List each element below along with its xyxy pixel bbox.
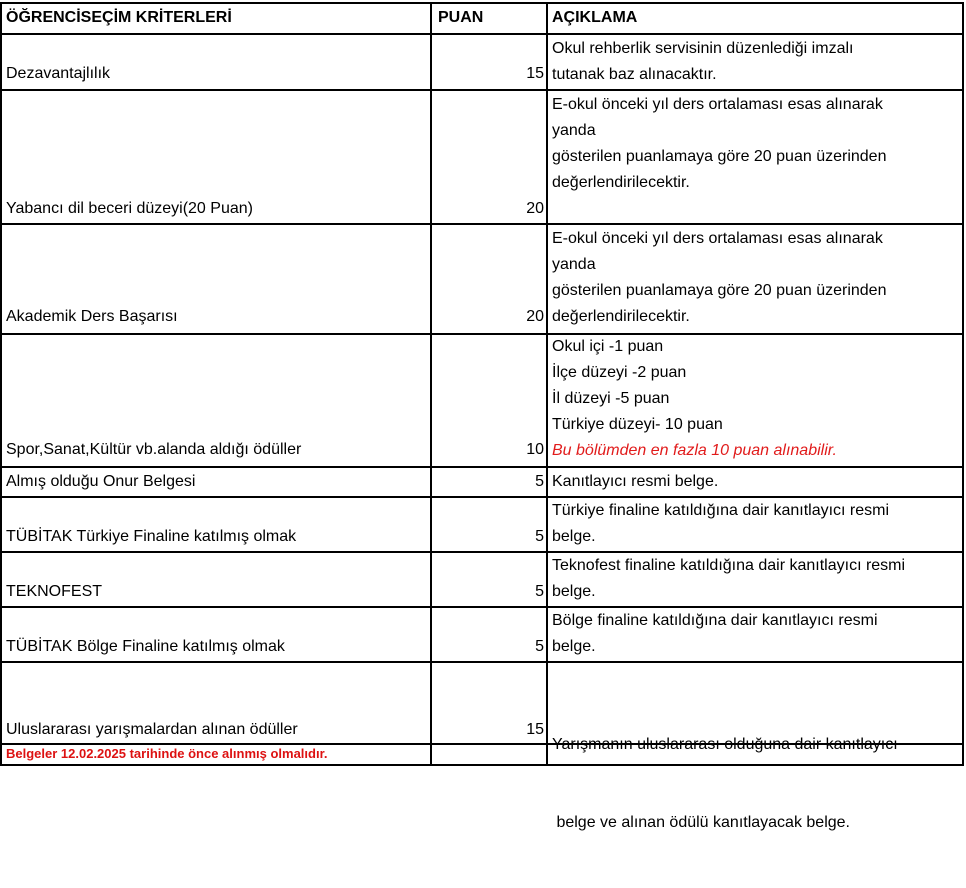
points-cell: 5 bbox=[535, 583, 544, 600]
criterion-cell: Yabancı dil beceri düzeyi(20 Puan) bbox=[6, 200, 253, 217]
header-criteria: ÖĞRENCİSEÇİM KRİTERLERİ bbox=[6, 9, 232, 26]
description-line: Okul içi -1 puan bbox=[552, 338, 664, 355]
header-description: AÇIKLAMA bbox=[552, 9, 638, 26]
description-cell bbox=[552, 469, 718, 495]
description-line: Türkiye düzeyi- 10 puan bbox=[552, 416, 723, 433]
description-line: Okul rehberlik servisinin düzenlediği imzalı bbox=[552, 40, 854, 57]
grid-line bbox=[962, 2, 964, 766]
description-line: belge. bbox=[552, 583, 596, 600]
description-line: belge ve alınan ödülü kanıtlayacak belge. bbox=[552, 814, 850, 831]
grid-line bbox=[0, 2, 2, 766]
description-line: gösterilen puanlamaya göre 20 puan üzerinden bbox=[552, 148, 887, 165]
grid-line bbox=[546, 2, 548, 766]
description-line: Kanıtlayıcı resmi belge. bbox=[552, 473, 719, 490]
description-line: belge. bbox=[552, 638, 596, 655]
description-line: Bölge finaline katıldığına dair kanıtlayıcı resmi bbox=[552, 612, 878, 629]
points-cell: 5 bbox=[535, 528, 544, 545]
footer-note: Belgeler 12.02.2025 tarihinde önce alınmış olmalıdır. bbox=[6, 746, 328, 761]
points-cell: 10 bbox=[526, 441, 544, 458]
points-cell: 5 bbox=[535, 638, 544, 655]
description-cell bbox=[552, 553, 905, 605]
description-line: Yarışmanın uluslararası olduğuna dair kanıtlayıcı bbox=[552, 736, 898, 753]
criterion-cell: Dezavantajlılık bbox=[6, 65, 111, 82]
description-line: değerlendirilecektir. bbox=[552, 308, 690, 325]
description-line: yanda bbox=[552, 122, 596, 139]
description-line: yanda bbox=[552, 256, 596, 273]
description-line: Türkiye finaline katıldığına dair kanıtlayıcı resmi bbox=[552, 502, 890, 519]
description-line: E-okul önceki yıl ders ortalaması esas alınarak bbox=[552, 230, 883, 247]
description-line: tutanak baz alınacaktır. bbox=[552, 66, 717, 83]
points-cell: 15 bbox=[526, 721, 544, 738]
header-points: PUAN bbox=[438, 9, 484, 26]
description-cell bbox=[552, 36, 853, 88]
description-line: belge. bbox=[552, 528, 596, 545]
description-line: E-okul önceki yıl ders ortalaması esas alınarak bbox=[552, 96, 883, 113]
description-line: İl düzeyi -5 puan bbox=[552, 390, 670, 407]
description-cell bbox=[552, 680, 898, 888]
limit-note: Bu bölümden en fazla 10 puan alınabilir. bbox=[552, 442, 837, 459]
description-line: gösterilen puanlamaya göre 20 puan üzerinden bbox=[552, 282, 887, 299]
description-line: değerlendirilecektir. bbox=[552, 174, 690, 191]
grid-line bbox=[430, 2, 432, 766]
points-cell: 20 bbox=[526, 308, 544, 325]
grid-line bbox=[0, 89, 964, 91]
criterion-cell: Spor,Sanat,Kültür vb.alanda aldığı ödüller bbox=[6, 441, 302, 458]
criterion-cell: TEKNOFEST bbox=[6, 583, 103, 600]
grid-line bbox=[0, 223, 964, 225]
criterion-cell: Almış olduğu Onur Belgesi bbox=[6, 473, 196, 490]
description-line: Teknofest finaline katıldığına dair kanıtlayıcı resmi bbox=[552, 557, 906, 574]
description-cell bbox=[552, 92, 886, 196]
grid-line bbox=[0, 661, 964, 663]
description-cell bbox=[552, 226, 886, 330]
description-cell bbox=[552, 498, 889, 550]
points-cell: 20 bbox=[526, 200, 544, 217]
points-cell: 15 bbox=[526, 65, 544, 82]
criterion-cell: TÜBİTAK Türkiye Finaline katılmış olmak bbox=[6, 528, 297, 545]
grid-line bbox=[0, 2, 964, 4]
criterion-cell: Uluslararası yarışmalardan alınan ödüller bbox=[6, 721, 298, 738]
criterion-cell: TÜBİTAK Bölge Finaline katılmış olmak bbox=[6, 638, 285, 655]
grid-line bbox=[0, 33, 964, 35]
points-cell: 5 bbox=[535, 473, 544, 490]
description-cell bbox=[552, 608, 878, 660]
description-cell bbox=[552, 334, 837, 464]
description-line: İlçe düzeyi -2 puan bbox=[552, 364, 687, 381]
criterion-cell: Akademik Ders Başarısı bbox=[6, 308, 178, 325]
grid-line bbox=[0, 466, 964, 468]
